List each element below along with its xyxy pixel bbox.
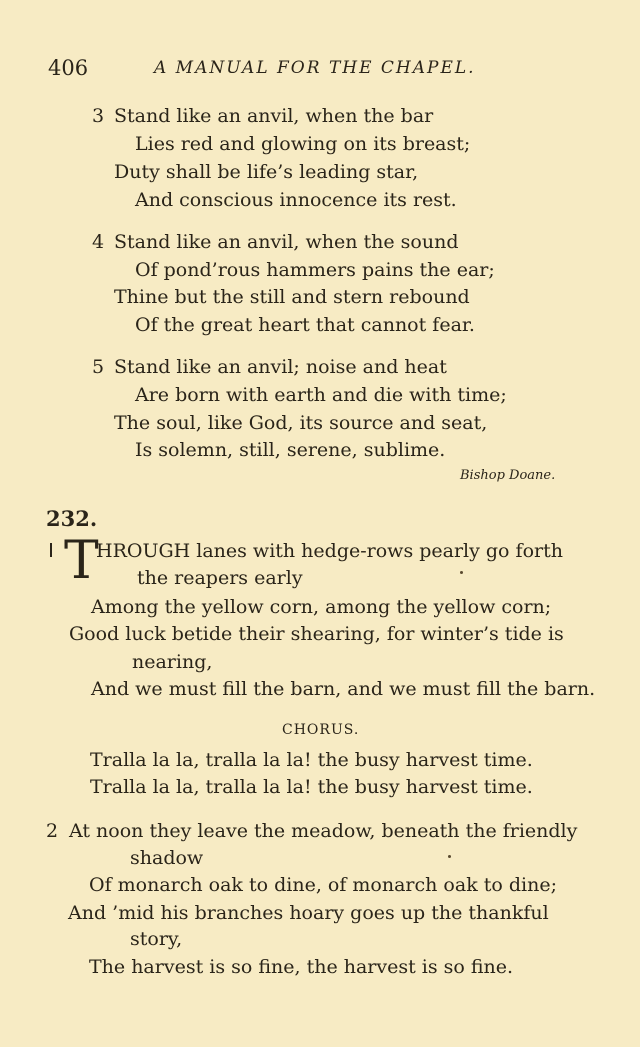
verse-line: Of the great heart that cannot fear.: [135, 314, 475, 336]
speck: [448, 855, 451, 858]
stanza-number: 3: [92, 105, 105, 127]
verse-line: The harvest is so fine, the harvest is so fine.: [89, 956, 514, 978]
verse-line: Are born with earth and die with time;: [135, 384, 507, 406]
verse-line-first: [96, 538, 563, 564]
verse-line: Stand like an anvil; noise and heat: [114, 356, 447, 378]
page-number: 406: [48, 56, 89, 80]
running-title: A MANUAL FOR THE CHAPEL.: [154, 58, 476, 78]
attribution: Bishop Doane.: [460, 468, 556, 483]
stanza-number: 4: [92, 231, 105, 253]
verse-line: Is solemn, still, serene, sublime.: [135, 439, 446, 461]
line-rest: lanes with hedge-rows pearly go forth: [190, 540, 563, 562]
verse-line: Thine but the still and stern rebound: [114, 286, 470, 308]
verse-line: Lies red and glowing on its breast;: [135, 133, 471, 155]
stanza-number: 2: [46, 820, 59, 842]
first-word-rest: HROUGH: [96, 540, 191, 562]
verse-line: The soul, like God, its source and seat,: [114, 412, 488, 434]
verse-line: story,: [130, 928, 183, 950]
chorus-line: Tralla la la, tralla la la! the busy harvest time.: [90, 749, 533, 771]
verse-line: Duty shall be life’s leading star,: [114, 161, 419, 183]
stanza-number: 5: [92, 356, 105, 378]
verse-line: Among the yellow corn, among the yellow corn;: [91, 596, 552, 618]
verse-line: shadow: [130, 847, 204, 869]
verse-line: At noon they leave the meadow, beneath the friendly: [69, 820, 578, 842]
verse-line: nearing,: [132, 651, 213, 673]
chorus-line: Tralla la la, tralla la la! the busy harvest time.: [90, 776, 533, 798]
verse-line: Good luck betide their shearing, for winter’s tide is: [69, 623, 564, 645]
hymn-number: 232.: [46, 506, 98, 531]
speck: [460, 571, 463, 574]
verse-line: Of monarch oak to dine, of monarch oak to dine;: [89, 874, 557, 896]
page-header: [48, 56, 608, 82]
verse-line: And we must fill the barn, and we must fill the barn.: [91, 678, 596, 700]
verse-line: Stand like an anvil, when the bar: [114, 105, 434, 127]
chorus-label: CHORUS.: [282, 722, 360, 738]
verse-line: And ’mid his branches hoary goes up the thankful: [68, 902, 549, 924]
drop-cap: T: [64, 531, 99, 591]
margin-mark: [50, 543, 52, 557]
verse-line: Stand like an anvil, when the sound: [114, 231, 459, 253]
verse-line: And conscious innocence its rest.: [135, 189, 457, 211]
verse-line: Of pond’rous hammers pains the ear;: [135, 259, 495, 281]
verse-line: the reapers early: [137, 567, 303, 589]
